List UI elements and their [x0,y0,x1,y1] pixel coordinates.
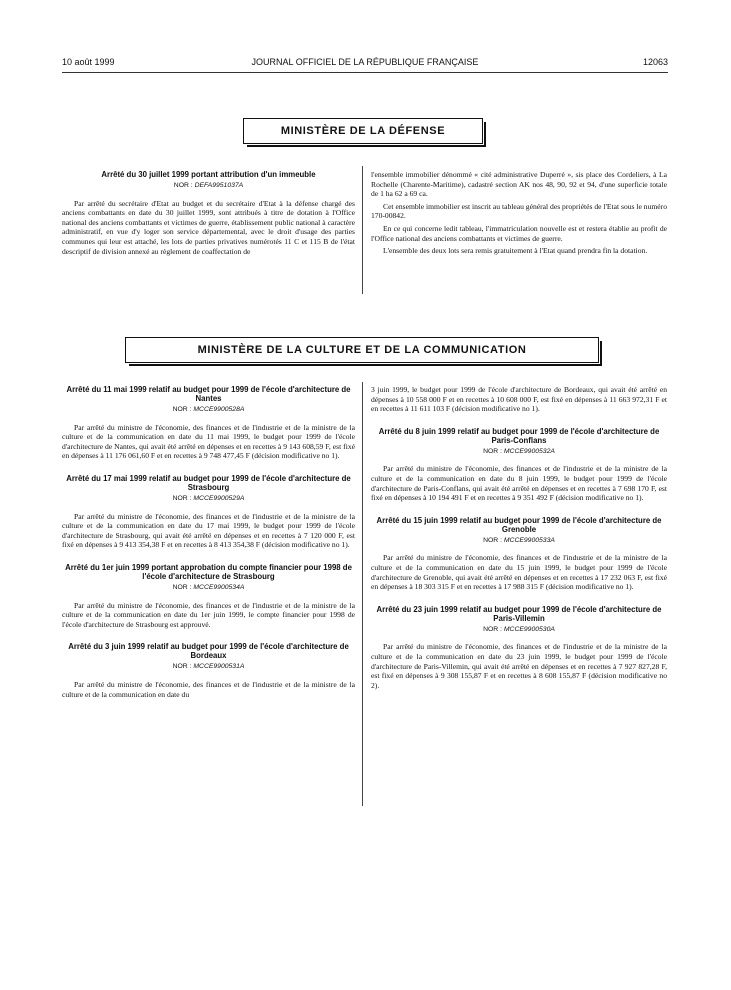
article-spacer [62,553,355,563]
article-spacer [62,464,355,474]
nor-code: MCCE9900534A [193,583,245,591]
article-paragraph: Par arrêté du secrétaire d'Etat au budget et du secrétaire d'Etat à la défense chargé des anciens combattants en date du 30 juillet 1999, sont attribués à titre de dotation à l'Office national des anciens combattants et victimes de guerre, établissement public national à caractère administratif, en vue d'y loger son service départemental, avec le droit d'usage des parties communes qui leur est attaché, les lots de parties privatives numérotés 11 C et 115 B de l'état descriptif de division annexé au règlement de coaffectation de [62,198,355,256]
nor-code: MCCE9900530A [503,625,555,633]
nor-label: NOR : [172,406,192,413]
article-title: Arrêté du 30 juillet 1999 portant attribution d'un immeuble [101,170,316,179]
nor-label: NOR : [173,182,193,189]
nor-reference [62,181,355,191]
nor-label: NOR : [172,583,192,591]
article-title: Arrêté du 8 juin 1999 relatif au budget pour 1999 de l'école d'architecture de Paris-Conflans [378,426,660,445]
article-paragraph: l'ensemble immobilier dénommé « cité administrative Duperré », sis place des Cordeliers, à La Rochelle (Charente-Maritime), cadastré section AK nos 48, 90, 92 et 94, d'une superficie totale de 1 ha 62 a 69 ca. [371,170,667,199]
nor-reference [371,625,667,635]
nor-reference [62,662,355,672]
article-title: Arrêté du 15 juin 1999 relatif au budget pour 1999 de l'école d'architecture de Grenoble [376,515,662,534]
issue-date: 10 août 1999 [62,57,115,67]
article-paragraph: Par arrêté du ministre de l'économie, des finances et de l'industrie et de la ministre de la culture et de la communication en date du [62,679,355,699]
page-number: 12063 [642,57,668,67]
article-title: Arrêté du 23 juin 1999 relatif au budget pour 1999 de l'école d'architecture de Paris-Villemin [376,604,662,623]
article-spacer [371,417,667,427]
nor-label: NOR : [483,625,502,633]
article-paragraph: Par arrêté du ministre de l'économie, des finances et de l'industrie et de la ministre de la culture et de la communication en date du 8 juin 1999, le budget pour 1999 de l'école d'architecture de Paris-Conflans, qui avait été arrêté en dépenses et en recettes à 7 698 170 F, est fixé en dépenses à 10 194 491 F et en recettes à 9 351 492 F (décision modificative no 1). [371,464,667,503]
article-title: Arrêté du 1er juin 1999 portant approbation du compte financier pour 1998 de l'école d'architecture de Strasbourg [65,562,352,581]
nor-code: DEFA9951037A [194,182,244,189]
article-spacer [62,632,355,642]
journal-title: JOURNAL OFFICIEL DE LA RÉPUBLIQUE FRANÇAISE [251,57,479,67]
nor-label: NOR : [483,447,502,455]
article-title: Arrêté du 17 mai 1999 relatif au budget pour 1999 de l'école d'architecture de Strasbourg [66,473,351,492]
article-paragraph: Cet ensemble immobilier est inscrit au tableau général des propriétés de l'Etat sous le numéro 170-00842. [371,201,667,221]
article-paragraph: Par arrêté du ministre de l'économie, des finances et de l'industrie et de la ministre de la culture et de la communication en date du 17 mai 1999, le budget pour 1999 de l'école d'architecture de Strasbourg, qui avait été arrêté en dépenses et en recettes à 7 120 000 F, est fixé en dépenses à 9 413 354,38 F et en recettes à 8 413 354,38 F (décision modificative no 1). [62,511,355,550]
ministry-heading-culture: MINISTÈRE DE LA CULTURE ET DE LA COMMUNICATION [125,337,599,363]
section-defense-left-column [62,170,355,259]
nor-code: MCCE9900531A [193,663,245,671]
section-culture-left-column [62,385,355,702]
nor-code: MCCE9900532A [503,447,555,455]
article-paragraph: Par arrêté du ministre de l'économie, des finances et de l'industrie et de la ministre de la culture et de la communication en date du 1er juin 1999, le compte financier pour 1998 de l'école d'architecture de Strasbourg est approuvé. [62,600,355,629]
article-spacer [371,506,667,516]
nor-label: NOR : [172,663,192,671]
article-paragraph: L'ensemble des deux lots sera remis gratuitement à l'Etat quand prendra fin la dotation. [383,246,648,256]
nor-reference [371,447,667,457]
nor-code: MCCE9900533A [503,536,555,544]
nor-reference [371,536,667,546]
nor-label: NOR : [172,494,192,502]
nor-reference [62,583,355,593]
running-header [62,57,668,71]
article-paragraph: En ce qui concerne ledit tableau, l'immatriculation nouvelle est et restera établie au profit de l'Office national des anciens combattants et victimes de guerre. [371,223,667,243]
article-paragraph: Par arrêté du ministre de l'économie, des finances et de l'industrie et de la ministre de la culture et de la communication en date du 11 mai 1999, le budget pour 1999 de l'école d'architecture de Nantes, qui avait été arrêté en dépenses et en recettes à 9 143 608,59 F, est fixé en dépenses à 11 176 061,60 F et en recettes à 9 748 477,45 F (décision modificative no 1). [62,422,355,461]
section-defense-right-column [371,170,667,259]
ministry-heading-defense: MINISTÈRE DE LA DÉFENSE [243,118,483,144]
article-title: Arrêté du 11 mai 1999 relatif au budget pour 1999 de l'école d'architecture de Nantes [66,385,351,403]
nor-reference [62,494,355,504]
section-culture-right-column [371,385,667,693]
article-paragraph: Par arrêté du ministre de l'économie, des finances et de l'industrie et de la ministre de la culture et de la communication en date du 15 juin 1999, le budget pour 1999 de l'école d'architecture de Grenoble, qui avait été arrêté en dépenses et en recettes à 17 232 063 F, est fixé en dépenses à 18 303 315 F et en recettes à 17 988 315 F (décision modificative no 1). [371,553,667,592]
nor-label: NOR : [483,536,502,544]
article-paragraph: 3 juin 1999, le budget pour 1999 de l'école d'architecture de Bordeaux, qui avait été arrêté en dépenses à 10 558 000 F et en recettes à 10 608 000 F, est fixé en dépenses à 11 663 972,31 F et en recettes à 11 611 103 F (décision modificative no 1). [371,385,667,414]
article-spacer [371,595,667,605]
column-separator [362,166,363,294]
article-title: Arrêté du 3 juin 1999 relatif au budget pour 1999 de l'école d'architecture de Bordeaux [68,642,349,661]
header-rule [62,72,668,73]
nor-code: MCCE9900529A [193,494,245,502]
nor-reference [62,405,355,415]
article-paragraph: Par arrêté du ministre de l'économie, des finances et de l'industrie et de la ministre de la culture et de la communication en date du 23 juin 1999, le budget pour 1999 de l'école d'architecture de Paris-Villemin, qui avait été arrêté en dépenses et en recettes à 7 927 827,28 F, est fixé en dépenses à 9 308 155,87 F et en recettes à 8 608 155,87 F (décision modificative no 2). [371,642,667,690]
column-separator [362,382,363,806]
nor-code: MCCE9900528A [193,406,245,413]
